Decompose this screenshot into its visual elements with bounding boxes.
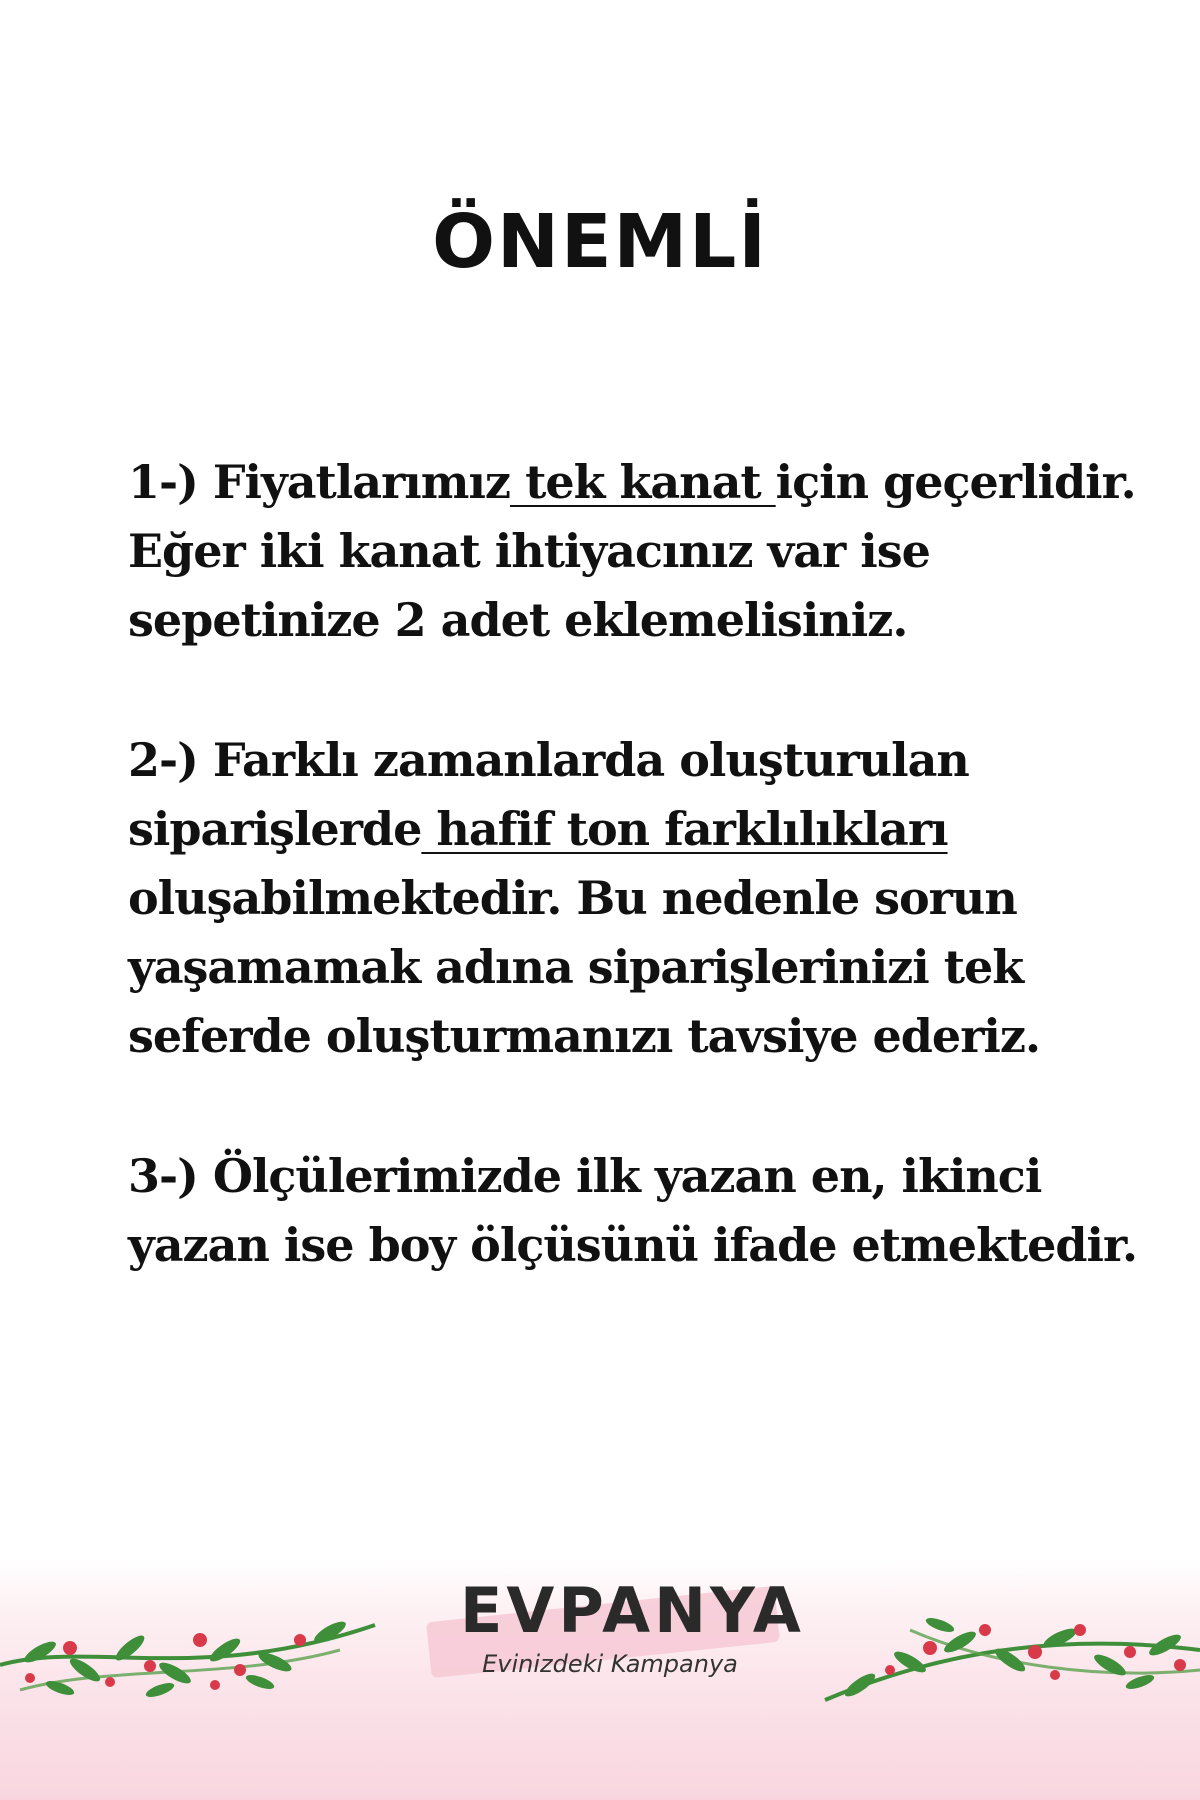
logo-tagline: Evinizdeki Kampanya	[482, 1650, 738, 1678]
note-2-highlight: hafif ton farklılıkları	[421, 802, 948, 856]
brand-logo	[420, 1570, 805, 1700]
floral-garland-icon	[0, 1570, 380, 1710]
note-2-suffix: oluşabilmektedir. Bu nedenle sorun yaşamamak adına siparişlerinizi tek seferde oluşturmanızı tavsiye ederiz.	[128, 871, 1041, 1063]
note-1-suffix: için geçerlidir. Eğer iki kanat ihtiyacınız var ise sepetinize 2 adet eklemelisiniz.	[128, 455, 1136, 647]
note-2-prefix: 2-) Farklı zamanlarda oluşturulan siparişlerde	[128, 733, 969, 856]
floral-garland-icon	[820, 1570, 1200, 1710]
note-1-highlight: tek kanat	[510, 455, 776, 509]
note-2	[128, 726, 1138, 1071]
note-3	[128, 1142, 1138, 1280]
note-1	[128, 448, 1138, 655]
page-title: ÖNEMLİ	[432, 199, 768, 285]
logo-wordmark: EVPANYA	[460, 1574, 805, 1647]
notes-list	[128, 448, 1138, 1351]
note-3-prefix: 3-) Ölçülerimizde ilk yazan en, ikinci yazan ise boy ölçüsünü ifade etmektedir.	[128, 1149, 1138, 1272]
note-1-prefix: 1-) Fiyatlarımız	[128, 455, 511, 509]
